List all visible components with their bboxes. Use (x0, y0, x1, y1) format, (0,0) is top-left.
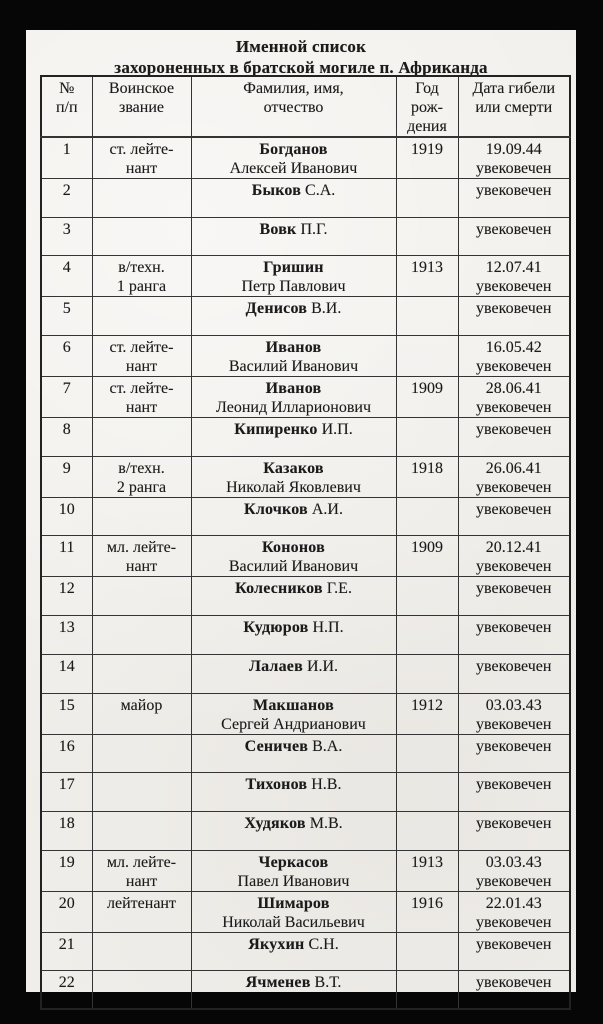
header-number-line1: № (59, 80, 75, 97)
table-row (41, 256, 570, 297)
table-row (41, 297, 570, 336)
cell-rank (92, 932, 191, 971)
cell-birth-year: 1919 (396, 137, 458, 179)
header-name-line2: отчество (263, 99, 324, 116)
header-rank (92, 76, 191, 137)
table-body (41, 137, 570, 1009)
cell-name: Быков С.А. (191, 179, 396, 218)
table-row (41, 418, 570, 457)
table-row (41, 654, 570, 693)
document-title-line2: захороненных в братской могиле п. Африканда (114, 58, 488, 77)
table-row (41, 971, 570, 1010)
cell-rank (92, 418, 191, 457)
cell-name: Якухин С.Н. (191, 932, 396, 971)
cell-death-date: увековечен (458, 811, 570, 850)
cell-rank: ст. лейте- нант (92, 336, 191, 377)
cell-number: 15 (41, 693, 92, 734)
cell-name: Клочков А.И. (191, 497, 396, 536)
cell-death-date: увековечен (458, 654, 570, 693)
cell-name: Вовк П.Г. (191, 217, 396, 256)
cell-name: Кудюров Н.П. (191, 616, 396, 655)
cell-rank (92, 217, 191, 256)
cell-number: 8 (41, 418, 92, 457)
header-death-line1: Дата гибели (472, 80, 556, 97)
cell-death-date: 26.06.41 увековечен (458, 456, 570, 497)
cell-number: 1 (41, 137, 92, 179)
cell-death-date: увековечен (458, 773, 570, 812)
cell-birth-year: 1913 (396, 256, 458, 297)
cell-rank: мл. лейте- нант (92, 536, 191, 577)
header-birth-year (396, 76, 458, 137)
cell-number: 19 (41, 850, 92, 891)
header-birth-line2: рож- (411, 99, 443, 116)
table-row (41, 137, 570, 179)
cell-birth-year (396, 418, 458, 457)
cell-number: 7 (41, 377, 92, 418)
cell-death-date: увековечен (458, 297, 570, 336)
document-title (26, 36, 576, 78)
cell-birth-year (396, 577, 458, 616)
cell-birth-year (396, 932, 458, 971)
cell-number: 20 (41, 891, 92, 932)
cell-death-date: увековечен (458, 179, 570, 218)
cell-death-date: 16.05.42 увековечен (458, 336, 570, 377)
cell-birth-year (396, 179, 458, 218)
header-birth-line1: Год (415, 80, 439, 97)
header-number-line2: п/п (55, 99, 78, 116)
cell-birth-year: 1909 (396, 377, 458, 418)
table-row (41, 336, 570, 377)
cell-rank: майор (92, 693, 191, 734)
cell-rank (92, 971, 191, 1010)
cell-name: Худяков М.В. (191, 811, 396, 850)
cell-number: 22 (41, 971, 92, 1010)
cell-death-date: 20.12.41 увековечен (458, 536, 570, 577)
cell-rank (92, 577, 191, 616)
cell-name: Денисов В.И. (191, 297, 396, 336)
cell-name: Макшанов Сергей Андрианович (191, 693, 396, 734)
cell-birth-year (396, 616, 458, 655)
cell-number: 21 (41, 932, 92, 971)
document-title-line1: Именной список (235, 37, 367, 56)
header-number (41, 76, 92, 137)
table-row (41, 734, 570, 773)
cell-number: 4 (41, 256, 92, 297)
cell-birth-year (396, 773, 458, 812)
cell-number: 5 (41, 297, 92, 336)
header-rank-line2: звание (119, 99, 164, 116)
cell-number: 16 (41, 734, 92, 773)
table-row (41, 217, 570, 256)
cell-birth-year: 1918 (396, 456, 458, 497)
table-row (41, 850, 570, 891)
cell-birth-year (396, 217, 458, 256)
table-row (41, 932, 570, 971)
cell-rank (92, 297, 191, 336)
cell-death-date: 03.03.43 увековечен (458, 850, 570, 891)
cell-rank: в/техн. 1 ранга (92, 256, 191, 297)
header-birth-line3: дения (407, 118, 447, 135)
cell-rank: мл. лейте- нант (92, 850, 191, 891)
cell-death-date: увековечен (458, 577, 570, 616)
cell-birth-year (396, 297, 458, 336)
cell-birth-year (396, 654, 458, 693)
cell-name: Казаков Николай Яковлевич (191, 456, 396, 497)
header-death-date (458, 76, 570, 137)
cell-death-date: 28.06.41 увековечен (458, 377, 570, 418)
cell-death-date: увековечен (458, 932, 570, 971)
table-row (41, 773, 570, 812)
table-row (41, 891, 570, 932)
cell-rank: ст. лейте- нант (92, 137, 191, 179)
table-row (41, 536, 570, 577)
cell-name: Иванов Леонид Илларионович (191, 377, 396, 418)
cell-number: 6 (41, 336, 92, 377)
cell-death-date: 12.07.41 увековечен (458, 256, 570, 297)
cell-death-date: 03.03.43 увековечен (458, 693, 570, 734)
table-row (41, 179, 570, 218)
cell-death-date: увековечен (458, 217, 570, 256)
cell-name: Черкасов Павел Иванович (191, 850, 396, 891)
cell-rank: в/техн. 2 ранга (92, 456, 191, 497)
table-row (41, 811, 570, 850)
cell-name: Богданов Алексей Иванович (191, 137, 396, 179)
cell-name: Тихонов Н.В. (191, 773, 396, 812)
cell-rank: ст. лейте- нант (92, 377, 191, 418)
cell-birth-year (396, 336, 458, 377)
cell-number: 3 (41, 217, 92, 256)
cell-number: 9 (41, 456, 92, 497)
cell-rank (92, 497, 191, 536)
cell-number: 12 (41, 577, 92, 616)
table-row (41, 577, 570, 616)
table-row (41, 456, 570, 497)
cell-death-date: 22.01.43 увековечен (458, 891, 570, 932)
cell-name: Иванов Василий Иванович (191, 336, 396, 377)
cell-number: 13 (41, 616, 92, 655)
cell-birth-year (396, 971, 458, 1010)
cell-rank (92, 734, 191, 773)
table-row (41, 693, 570, 734)
table-row (41, 377, 570, 418)
cell-number: 14 (41, 654, 92, 693)
cell-name: Сеничев В.А. (191, 734, 396, 773)
cell-name: Ячменев В.Т. (191, 971, 396, 1010)
cell-name: Гришин Петр Павлович (191, 256, 396, 297)
table-row (41, 497, 570, 536)
cell-number: 11 (41, 536, 92, 577)
cell-birth-year: 1909 (396, 536, 458, 577)
table-row (41, 616, 570, 655)
cell-number: 17 (41, 773, 92, 812)
cell-rank (92, 773, 191, 812)
cell-number: 18 (41, 811, 92, 850)
cell-death-date: увековечен (458, 418, 570, 457)
cell-number: 2 (41, 179, 92, 218)
burial-roster-table (40, 75, 571, 1010)
cell-death-date: увековечен (458, 497, 570, 536)
cell-death-date: увековечен (458, 616, 570, 655)
table-header-row (41, 76, 570, 137)
cell-rank (92, 654, 191, 693)
cell-death-date: 19.09.44 увековечен (458, 137, 570, 179)
header-rank-line1: Воинское (108, 80, 175, 97)
cell-name: Лалаев И.И. (191, 654, 396, 693)
cell-death-date: увековечен (458, 734, 570, 773)
cell-birth-year: 1913 (396, 850, 458, 891)
cell-rank (92, 616, 191, 655)
header-name (191, 76, 396, 137)
table-header (41, 76, 570, 137)
header-death-line2: или смерти (475, 99, 553, 116)
cell-birth-year (396, 811, 458, 850)
cell-birth-year (396, 734, 458, 773)
cell-rank (92, 811, 191, 850)
cell-name: Кононов Василий Иванович (191, 536, 396, 577)
document-paper (26, 30, 576, 992)
cell-death-date: увековечен (458, 971, 570, 1010)
cell-name: Кипиренко И.П. (191, 418, 396, 457)
cell-rank (92, 179, 191, 218)
cell-birth-year: 1912 (396, 693, 458, 734)
cell-birth-year (396, 497, 458, 536)
cell-rank: лейтенант (92, 891, 191, 932)
cell-name: Колесников Г.Е. (191, 577, 396, 616)
cell-name: Шимаров Николай Васильевич (191, 891, 396, 932)
cell-number: 10 (41, 497, 92, 536)
header-name-line1: Фамилия, имя, (243, 80, 344, 97)
cell-birth-year: 1916 (396, 891, 458, 932)
